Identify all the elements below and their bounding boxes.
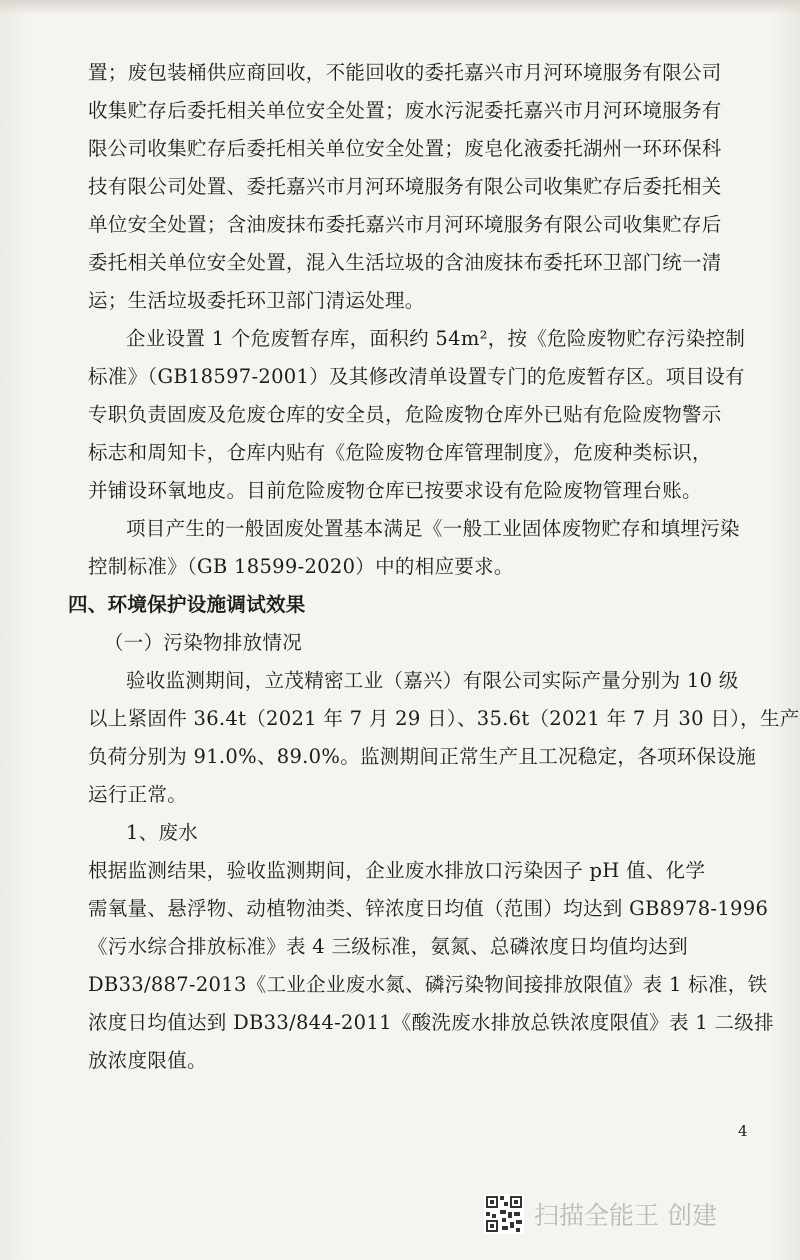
text-line: 负荷分别为 91.0%、89.0%。监测期间正常生产且工况稳定，各项环保设施 <box>88 745 756 768</box>
text-line: 技有限公司处置、委托嘉兴市月河环境服务有限公司收集贮存后委托相关 <box>88 175 722 198</box>
text-line: 标准》（GB18597-2001）及其修改清单设置专门的危废暂存区。项目设有 <box>88 365 745 388</box>
page-number: 4 <box>738 1122 748 1140</box>
qr-code-icon <box>484 1194 524 1234</box>
scanner-watermark: 扫描全能王 创建 <box>534 1201 717 1230</box>
scan-edge <box>0 0 800 14</box>
subsection-heading: （一）污染物排放情况 <box>104 631 303 654</box>
text-line: DB33/887-2013《工业企业废水氮、磷污染物间接排放限值》表 1 标准，铁 <box>88 973 768 996</box>
text-line: 标志和周知卡，仓库内贴有《危险废物仓库管理制度》，危废种类标识， <box>88 441 712 464</box>
text-line: 需氧量、悬浮物、动植物油类、锌浓度日均值（范围）均达到 GB8978-1996 <box>88 897 769 920</box>
text-line: 以上紧固件 36.4t（2021 年 7 月 29 日）、35.6t（2021 年 7 月 30 日），生产 <box>88 707 800 730</box>
text-line: 浓度日均值达到 DB33/844-2011《酸洗废水排放总铁浓度限值》表 1 二级排 <box>88 1011 774 1034</box>
text-line: 《污水综合排放标准》表 4 三级标准，氨氮、总磷浓度日均值均达到 <box>88 935 688 958</box>
item-heading: 1、废水 <box>126 821 199 844</box>
text-line: 并铺设环氧地皮。目前危险废物仓库已按要求设有危险废物管理台账。 <box>88 479 702 502</box>
text-line: 置；废包装桶供应商回收，不能回收的委托嘉兴市月河环境服务有限公司 <box>88 61 722 84</box>
text-line: 收集贮存后委托相关单位安全处置；废水污泥委托嘉兴市月河环境服务有 <box>88 99 722 122</box>
text-line: 专职负责固废及危废仓库的安全员，危险废物仓库外已贴有危险废物警示 <box>88 403 722 426</box>
text-line: 放浓度限值。 <box>88 1049 207 1072</box>
text-line: 单位安全处置；含油废抹布委托嘉兴市月河环境服务有限公司收集贮存后 <box>88 213 722 236</box>
text-line: 委托相关单位安全处置，混入生活垃圾的含油废抹布委托环卫部门统一清 <box>88 251 722 274</box>
paragraph-start: 企业设置 1 个危废暂存库，面积约 54m²，按《危险废物贮存污染控制 <box>126 327 746 350</box>
paragraph-start: 验收监测期间，立茂精密工业（嘉兴）有限公司实际产量分别为 10 级 <box>126 669 739 692</box>
section-heading: 四、环境保护设施调试效果 <box>68 593 306 616</box>
paragraph-start: 项目产生的一般固废处置基本满足《一般工业固体废物贮存和填埋污染 <box>126 517 740 540</box>
text-line: 运行正常。 <box>88 783 188 806</box>
text-line: 限公司收集贮存后委托相关单位安全处置；废皂化液委托湖州一环环保科 <box>88 137 722 160</box>
text-line: 运；生活垃圾委托环卫部门清运处理。 <box>88 289 425 312</box>
text-line: 控制标准》（GB 18599-2020）中的相应要求。 <box>88 555 514 578</box>
paragraph-start: 根据监测结果，验收监测期间，企业废水排放口污染因子 pH 值、化学 <box>88 859 706 882</box>
